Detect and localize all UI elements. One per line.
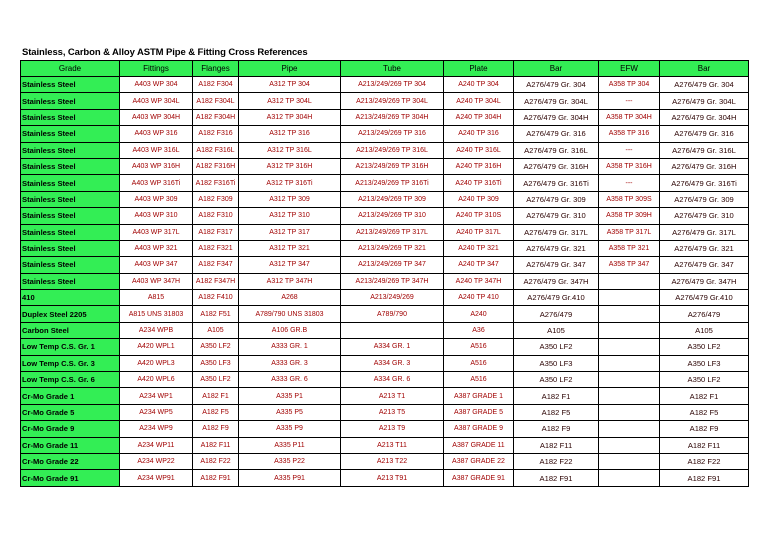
cell-flanges: A182 F9 xyxy=(193,421,239,437)
cell-efw: A358 TP 309S xyxy=(599,191,660,207)
cell-bar: A182 F91 xyxy=(514,470,599,486)
cell-pipe: A312 TP 347H xyxy=(239,273,341,289)
cell-plate: A240 TP 304 xyxy=(444,77,514,93)
cell-bar-2: A182 F1 xyxy=(660,388,749,404)
cell-tube: A213/249/269 TP 309 xyxy=(341,191,444,207)
cell-bar-2: A182 F22 xyxy=(660,453,749,469)
cell-grade: Low Temp C.S. Gr. 3 xyxy=(21,355,120,371)
cell-bar: A276/479 xyxy=(514,306,599,322)
cell-fittings: A234 WPB xyxy=(120,322,193,338)
cell-flanges: A182 F347H xyxy=(193,273,239,289)
cell-plate: A516 xyxy=(444,355,514,371)
cell-efw xyxy=(599,290,660,306)
cell-flanges: A182 F304L xyxy=(193,93,239,109)
cell-bar: A276/479 Gr. 310 xyxy=(514,208,599,224)
cell-bar-2: A182 F9 xyxy=(660,421,749,437)
cell-bar-2: A182 F5 xyxy=(660,404,749,420)
cell-bar: A350 LF2 xyxy=(514,372,599,388)
cell-plate: A240 TP 321 xyxy=(444,240,514,256)
cell-bar-2: A276/479 Gr. 310 xyxy=(660,208,749,224)
cell-bar-2: A276/479 Gr. 316H xyxy=(660,158,749,174)
cell-fittings: A403 WP 347 xyxy=(120,257,193,273)
cell-flanges: A182 F51 xyxy=(193,306,239,322)
cell-pipe: A312 TP 304 xyxy=(239,77,341,93)
cell-efw xyxy=(599,372,660,388)
cell-flanges: A182 F5 xyxy=(193,404,239,420)
cell-fittings: A234 WP91 xyxy=(120,470,193,486)
cell-tube: A213/249/269 TP 304H xyxy=(341,109,444,125)
cell-plate: A240 TP 304L xyxy=(444,93,514,109)
cell-pipe: A312 TP 304H xyxy=(239,109,341,125)
cell-pipe: A333 GR. 6 xyxy=(239,372,341,388)
cell-bar: A276/479 Gr. 304H xyxy=(514,109,599,125)
table-row xyxy=(21,142,749,158)
cell-efw: A358 TP 304 xyxy=(599,77,660,93)
cell-fittings: A403 WP 316H xyxy=(120,158,193,174)
cell-flanges: A182 F91 xyxy=(193,470,239,486)
table-row xyxy=(21,191,749,207)
cell-tube: A213/249/269 TP 316H xyxy=(341,158,444,174)
cell-bar-2: A350 LF3 xyxy=(660,355,749,371)
cell-plate: A240 TP 316Ti xyxy=(444,175,514,191)
cell-bar: A276/479 Gr. 309 xyxy=(514,191,599,207)
cross-reference-table xyxy=(20,60,749,487)
table-row xyxy=(21,240,749,256)
cell-plate: A240 TP 410 xyxy=(444,290,514,306)
cell-fittings: A420 WPL1 xyxy=(120,339,193,355)
cell-tube: A334 GR. 1 xyxy=(341,339,444,355)
cell-plate: A240 TP 316L xyxy=(444,142,514,158)
cell-tube: A213/249/269 TP 310 xyxy=(341,208,444,224)
cell-fittings: A420 WPL6 xyxy=(120,372,193,388)
cell-efw: A358 TP 304H xyxy=(599,109,660,125)
cell-fittings: A403 WP 304 xyxy=(120,77,193,93)
cell-fittings: A234 WP1 xyxy=(120,388,193,404)
cell-plate: A387 GRADE 9 xyxy=(444,421,514,437)
table-row xyxy=(21,273,749,289)
cell-tube xyxy=(341,322,444,338)
cell-grade: Cr-Mo Grade 5 xyxy=(21,404,120,420)
cell-plate: A387 GRADE 91 xyxy=(444,470,514,486)
cell-pipe: A335 P11 xyxy=(239,437,341,453)
cell-tube: A213/249/269 TP 317L xyxy=(341,224,444,240)
cell-tube: A213/249/269 TP 304 xyxy=(341,77,444,93)
cell-bar-2: A276/479 Gr. 316 xyxy=(660,126,749,142)
cell-flanges: A182 F316L xyxy=(193,142,239,158)
column-header-plate: Plate xyxy=(444,61,514,77)
cell-bar: A276/479 Gr. 317L xyxy=(514,224,599,240)
cell-efw xyxy=(599,339,660,355)
cell-efw xyxy=(599,306,660,322)
cell-bar: A276/479 Gr. 304L xyxy=(514,93,599,109)
cell-flanges: A182 F316Ti xyxy=(193,175,239,191)
cell-bar-2: A276/479 Gr. 321 xyxy=(660,240,749,256)
cell-efw xyxy=(599,470,660,486)
cell-plate: A387 GRADE 1 xyxy=(444,388,514,404)
cell-efw xyxy=(599,273,660,289)
column-header-fittings: Fittings xyxy=(120,61,193,77)
table-row xyxy=(21,257,749,273)
cell-fittings: A234 WP11 xyxy=(120,437,193,453)
cell-grade: Stainless Steel xyxy=(21,273,120,289)
cell-pipe: A312 TP 310 xyxy=(239,208,341,224)
column-header-efw: EFW xyxy=(599,61,660,77)
cell-bar: A276/479 Gr. 316L xyxy=(514,142,599,158)
cell-grade: Stainless Steel xyxy=(21,77,120,93)
cell-bar-2: A276/479 Gr.410 xyxy=(660,290,749,306)
cell-pipe: A335 P9 xyxy=(239,421,341,437)
cell-bar-2: A276/479 Gr. 304 xyxy=(660,77,749,93)
cell-grade: Stainless Steel xyxy=(21,93,120,109)
cell-flanges: A350 LF2 xyxy=(193,372,239,388)
cell-efw: A358 TP 347 xyxy=(599,257,660,273)
cell-grade: Cr-Mo Grade 11 xyxy=(21,437,120,453)
table-row xyxy=(21,355,749,371)
cell-pipe: A106 GR.B xyxy=(239,322,341,338)
cell-efw: A358 TP 321 xyxy=(599,240,660,256)
table-row xyxy=(21,306,749,322)
cell-pipe: A335 P5 xyxy=(239,404,341,420)
table-row xyxy=(21,404,749,420)
cell-plate: A516 xyxy=(444,339,514,355)
cell-tube: A213 T22 xyxy=(341,453,444,469)
cell-fittings: A234 WP9 xyxy=(120,421,193,437)
column-header-tube: Tube xyxy=(341,61,444,77)
cell-tube: A213/249/269 TP 347H xyxy=(341,273,444,289)
cell-pipe: A268 xyxy=(239,290,341,306)
cell-tube: A213/249/269 xyxy=(341,290,444,306)
cell-grade: Low Temp C.S. Gr. 1 xyxy=(21,339,120,355)
cell-pipe: A789/790 UNS 31803 xyxy=(239,306,341,322)
cell-efw: --- xyxy=(599,93,660,109)
cell-bar: A276/479 Gr. 347H xyxy=(514,273,599,289)
cell-fittings: A403 WP 316L xyxy=(120,142,193,158)
cell-pipe: A312 TP 347 xyxy=(239,257,341,273)
cell-efw: --- xyxy=(599,142,660,158)
cell-flanges: A182 F1 xyxy=(193,388,239,404)
cell-tube: A213/249/269 TP 321 xyxy=(341,240,444,256)
cell-efw: A358 TP 317L xyxy=(599,224,660,240)
cell-bar-2: A182 F11 xyxy=(660,437,749,453)
cell-bar-2: A276/479 Gr. 316L xyxy=(660,142,749,158)
cell-flanges: A350 LF3 xyxy=(193,355,239,371)
cell-bar-2: A350 LF2 xyxy=(660,339,749,355)
cell-grade: Duplex Steel 2205 xyxy=(21,306,120,322)
cell-bar: A182 F1 xyxy=(514,388,599,404)
cell-tube: A213/249/269 TP 304L xyxy=(341,93,444,109)
cell-flanges: A182 F310 xyxy=(193,208,239,224)
cell-pipe: A312 TP 316L xyxy=(239,142,341,158)
cell-plate: A516 xyxy=(444,372,514,388)
cell-grade: Stainless Steel xyxy=(21,208,120,224)
cell-efw: A358 TP 316H xyxy=(599,158,660,174)
cell-bar: A276/479 Gr.410 xyxy=(514,290,599,306)
table-row xyxy=(21,322,749,338)
cell-plate: A240 TP 310S xyxy=(444,208,514,224)
cell-efw xyxy=(599,453,660,469)
table-row xyxy=(21,339,749,355)
cell-grade: Stainless Steel xyxy=(21,142,120,158)
cell-bar-2: A276/479 Gr. 347H xyxy=(660,273,749,289)
cell-plate: A240 TP 347 xyxy=(444,257,514,273)
cell-pipe: A312 TP 309 xyxy=(239,191,341,207)
header-row xyxy=(21,61,749,77)
cell-tube: A213 T11 xyxy=(341,437,444,453)
cell-pipe: A312 TP 317 xyxy=(239,224,341,240)
cell-grade: Cr-Mo Grade 22 xyxy=(21,453,120,469)
cell-grade: Stainless Steel xyxy=(21,175,120,191)
cell-efw xyxy=(599,322,660,338)
cell-flanges: A182 F347 xyxy=(193,257,239,273)
cell-pipe: A333 GR. 3 xyxy=(239,355,341,371)
cell-pipe: A335 P91 xyxy=(239,470,341,486)
cell-efw: A358 TP 309H xyxy=(599,208,660,224)
table-row xyxy=(21,388,749,404)
cell-plate: A240 TP 309 xyxy=(444,191,514,207)
cell-pipe: A312 TP 316Ti xyxy=(239,175,341,191)
cell-efw xyxy=(599,421,660,437)
cell-tube: A213 T5 xyxy=(341,404,444,420)
cell-plate: A240 TP 316H xyxy=(444,158,514,174)
cell-grade: Low Temp C.S. Gr. 6 xyxy=(21,372,120,388)
cell-bar: A276/479 Gr. 304 xyxy=(514,77,599,93)
cell-bar: A350 LF2 xyxy=(514,339,599,355)
column-header-pipe: Pipe xyxy=(239,61,341,77)
cell-fittings: A815 UNS 31803 xyxy=(120,306,193,322)
cell-plate: A387 GRADE 11 xyxy=(444,437,514,453)
cell-bar-2: A276/479 Gr. 309 xyxy=(660,191,749,207)
table-row xyxy=(21,372,749,388)
table-body xyxy=(21,77,749,487)
cell-pipe: A312 TP 316H xyxy=(239,158,341,174)
cell-bar-2: A182 F91 xyxy=(660,470,749,486)
cell-bar: A182 F22 xyxy=(514,453,599,469)
cell-plate: A240 TP 316 xyxy=(444,126,514,142)
table-row xyxy=(21,208,749,224)
table-row xyxy=(21,126,749,142)
cell-fittings: A815 xyxy=(120,290,193,306)
cell-grade: Stainless Steel xyxy=(21,240,120,256)
cell-tube: A213/249/269 TP 347 xyxy=(341,257,444,273)
column-header-flanges: Flanges xyxy=(193,61,239,77)
cell-flanges: A182 F11 xyxy=(193,437,239,453)
cell-flanges: A182 F316H xyxy=(193,158,239,174)
cell-plate: A387 GRADE 5 xyxy=(444,404,514,420)
table-row xyxy=(21,470,749,486)
cell-fittings: A403 WP 316Ti xyxy=(120,175,193,191)
cell-grade: Stainless Steel xyxy=(21,158,120,174)
cell-tube: A789/790 xyxy=(341,306,444,322)
cell-pipe: A312 TP 304L xyxy=(239,93,341,109)
cell-fittings: A403 WP 304H xyxy=(120,109,193,125)
cell-flanges: A350 LF2 xyxy=(193,339,239,355)
cell-bar-2: A276/479 Gr. 317L xyxy=(660,224,749,240)
cell-fittings: A420 WPL3 xyxy=(120,355,193,371)
table-row xyxy=(21,93,749,109)
cell-tube: A334 GR. 6 xyxy=(341,372,444,388)
cell-fittings: A403 WP 317L xyxy=(120,224,193,240)
cell-bar: A276/479 Gr. 321 xyxy=(514,240,599,256)
table-row xyxy=(21,158,749,174)
cell-plate: A240 xyxy=(444,306,514,322)
table-row xyxy=(21,224,749,240)
cell-bar: A182 F5 xyxy=(514,404,599,420)
column-header-bar: Bar xyxy=(514,61,599,77)
cell-efw: A358 TP 316 xyxy=(599,126,660,142)
cell-grade: Cr-Mo Grade 91 xyxy=(21,470,120,486)
cell-flanges: A182 F410 xyxy=(193,290,239,306)
cell-fittings: A403 WP 304L xyxy=(120,93,193,109)
cell-fittings: A234 WP22 xyxy=(120,453,193,469)
cell-flanges: A182 F317 xyxy=(193,224,239,240)
cell-efw xyxy=(599,404,660,420)
column-header-grade: Grade xyxy=(21,61,120,77)
cell-fittings: A403 WP 316 xyxy=(120,126,193,142)
table-row xyxy=(21,175,749,191)
table-row xyxy=(21,290,749,306)
cell-tube: A213 T9 xyxy=(341,421,444,437)
cell-efw xyxy=(599,355,660,371)
table-row xyxy=(21,77,749,93)
cell-bar: A276/479 Gr. 316Ti xyxy=(514,175,599,191)
cell-efw xyxy=(599,437,660,453)
cell-bar: A182 F9 xyxy=(514,421,599,437)
cell-bar: A350 LF3 xyxy=(514,355,599,371)
cell-grade: Cr-Mo Grade 9 xyxy=(21,421,120,437)
cell-grade: Stainless Steel xyxy=(21,191,120,207)
cell-bar-2: A276/479 Gr. 316Ti xyxy=(660,175,749,191)
cell-tube: A334 GR. 3 xyxy=(341,355,444,371)
cell-fittings: A403 WP 309 xyxy=(120,191,193,207)
cell-flanges: A182 F321 xyxy=(193,240,239,256)
cell-flanges: A182 F316 xyxy=(193,126,239,142)
cell-efw: --- xyxy=(599,175,660,191)
cell-tube: A213 T91 xyxy=(341,470,444,486)
cell-bar-2: A276/479 Gr. 304H xyxy=(660,109,749,125)
cell-bar: A105 xyxy=(514,322,599,338)
cell-bar: A276/479 Gr. 347 xyxy=(514,257,599,273)
cell-tube: A213/249/269 TP 316Ti xyxy=(341,175,444,191)
cell-bar-2: A105 xyxy=(660,322,749,338)
cell-pipe: A335 P22 xyxy=(239,453,341,469)
cell-plate: A387 GRADE 22 xyxy=(444,453,514,469)
cell-plate: A240 TP 304H xyxy=(444,109,514,125)
cell-bar-2: A350 LF2 xyxy=(660,372,749,388)
cell-bar: A276/479 Gr. 316H xyxy=(514,158,599,174)
table-row xyxy=(21,421,749,437)
table-row xyxy=(21,109,749,125)
cell-bar-2: A276/479 Gr. 347 xyxy=(660,257,749,273)
table-row xyxy=(21,437,749,453)
cell-grade: Stainless Steel xyxy=(21,126,120,142)
cell-grade: Stainless Steel xyxy=(21,109,120,125)
cell-pipe: A312 TP 316 xyxy=(239,126,341,142)
cell-bar: A276/479 Gr. 316 xyxy=(514,126,599,142)
cell-flanges: A182 F22 xyxy=(193,453,239,469)
cell-grade: Stainless Steel xyxy=(21,257,120,273)
cell-bar-2: A276/479 Gr. 304L xyxy=(660,93,749,109)
cell-flanges: A182 F309 xyxy=(193,191,239,207)
column-header-bar-2: Bar xyxy=(660,61,749,77)
cell-grade: 410 xyxy=(21,290,120,306)
cell-bar: A182 F11 xyxy=(514,437,599,453)
cell-flanges: A182 F304H xyxy=(193,109,239,125)
cell-plate: A240 TP 347H xyxy=(444,273,514,289)
cell-plate: A36 xyxy=(444,322,514,338)
cell-fittings: A403 WP 347H xyxy=(120,273,193,289)
cell-tube: A213/249/269 TP 316 xyxy=(341,126,444,142)
cell-grade: Carbon Steel xyxy=(21,322,120,338)
cell-flanges: A182 F304 xyxy=(193,77,239,93)
cell-tube: A213/249/269 TP 316L xyxy=(341,142,444,158)
cell-fittings: A234 WP5 xyxy=(120,404,193,420)
cell-tube: A213 T1 xyxy=(341,388,444,404)
cell-plate: A240 TP 317L xyxy=(444,224,514,240)
cell-fittings: A403 WP 321 xyxy=(120,240,193,256)
cell-grade: Cr-Mo Grade 1 xyxy=(21,388,120,404)
cell-pipe: A335 P1 xyxy=(239,388,341,404)
cell-grade: Stainless Steel xyxy=(21,224,120,240)
cell-pipe: A333 GR. 1 xyxy=(239,339,341,355)
cell-pipe: A312 TP 321 xyxy=(239,240,341,256)
cell-efw xyxy=(599,388,660,404)
cell-flanges: A105 xyxy=(193,322,239,338)
cell-fittings: A403 WP 310 xyxy=(120,208,193,224)
page-title: Stainless, Carbon & Alloy ASTM Pipe & Fitting Cross References xyxy=(22,47,308,58)
table-row xyxy=(21,453,749,469)
cell-bar-2: A276/479 xyxy=(660,306,749,322)
